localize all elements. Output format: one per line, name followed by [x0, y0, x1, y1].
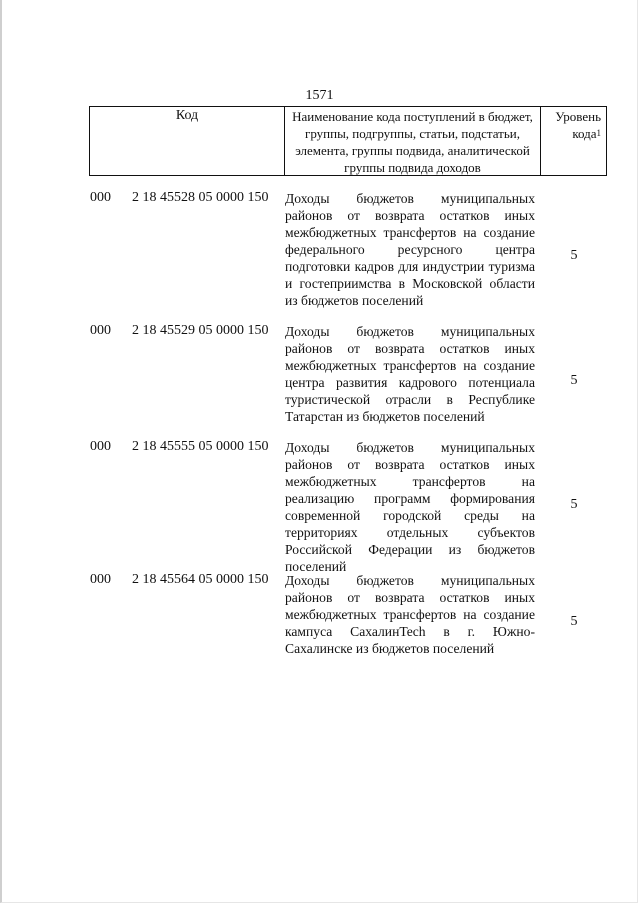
row-prefix: 000 [90, 190, 111, 205]
row-code: 2 18 45564 05 0000 150 [132, 572, 269, 587]
row-code: 2 18 45528 05 0000 150 [132, 190, 269, 205]
row-level: 5 [570, 614, 578, 629]
row-prefix: 000 [90, 323, 111, 338]
row-level: 5 [570, 497, 578, 512]
page-number: 1571 [305, 88, 334, 103]
header-name: Наименование кода поступлений в бюджет, группы, подгруппы, статьи, подстатьи, элемента, группы подвида, аналитической группы подвида доходов [285, 107, 541, 175]
header-level-label: Уровень кода [555, 109, 601, 141]
header-level [541, 107, 606, 175]
row-prefix: 000 [90, 572, 111, 587]
row-code: 2 18 45529 05 0000 150 [132, 323, 269, 338]
row-name: Доходы бюджетов муниципальных районов от возврата остатков иных межбюджетных трансфертов на создание федерального ресурсного центра подготовки кадров для индустрии туризма и гостеприимства в Московской области из бюджетов поселений [285, 191, 535, 308]
table-header [89, 106, 607, 176]
header-code: Код [90, 107, 285, 175]
header-level-footnote: 1 [596, 128, 601, 138]
row-name: Доходы бюджетов муниципальных районов от возврата остатков иных межбюджетных трансфертов на создание кампуса СахалинTech в г. Южно-Сахалинске из бюджетов поселений [285, 573, 535, 656]
row-name: Доходы бюджетов муниципальных районов от возврата остатков иных межбюджетных трансфертов на создание центра развития кадрового потенциала туристической отрасли в Республике Татарстан из бюджетов поселений [285, 324, 535, 424]
row-code: 2 18 45555 05 0000 150 [132, 439, 269, 454]
row-name: Доходы бюджетов муниципальных районов от возврата остатков иных межбюджетных трансфертов на реализацию программ формирования современной городской среды на территориях отдельных субъектов Российской Федерации из бюджетов поселений [285, 440, 535, 574]
row-level: 5 [570, 373, 578, 388]
row-level: 5 [570, 248, 578, 263]
row-prefix: 000 [90, 439, 111, 454]
